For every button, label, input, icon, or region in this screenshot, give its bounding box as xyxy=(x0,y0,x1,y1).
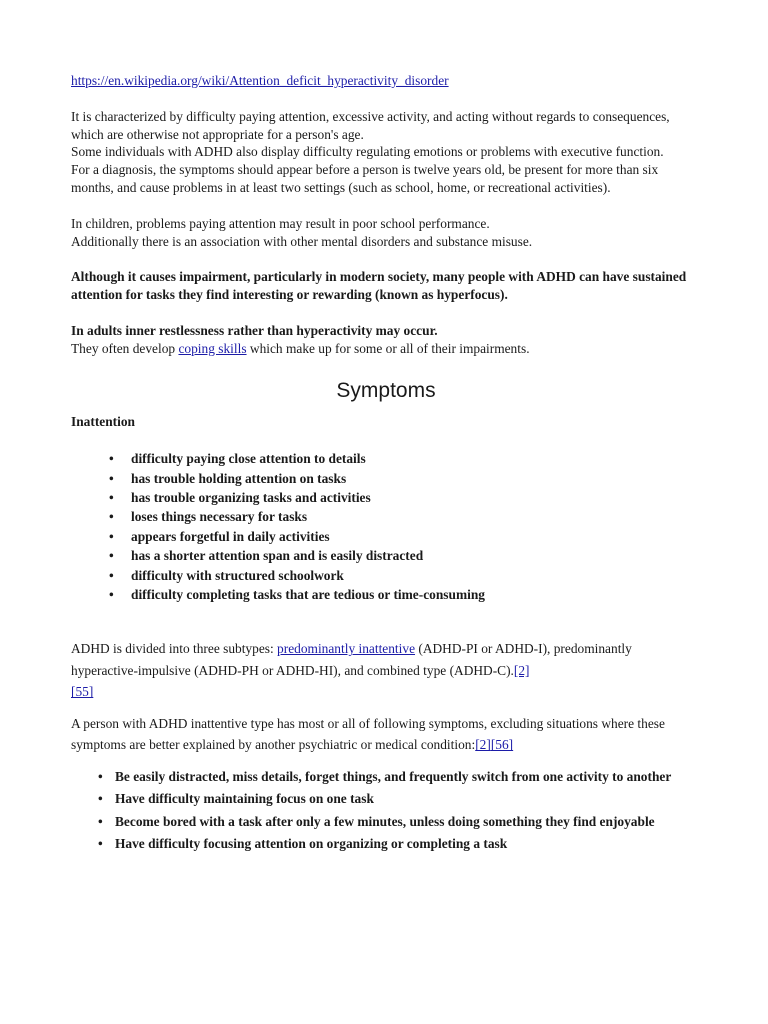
hyperfocus-paragraph: Although it causes impairment, particularly in modern society, many people with ADHD can have sustained attention for tasks they find interesting or rewarding (known as hyperfocus). xyxy=(71,269,687,303)
adults-bold-line: In adults inner restlessness rather than hyperactivity may occur. xyxy=(71,322,438,338)
list-item: • Have difficulty focusing attention on organizing or completing a task xyxy=(115,833,701,856)
adults-paragraph xyxy=(71,322,701,358)
intro-line-3: For a diagnosis, the symptoms should appear before a person is twelve years old, be present for more than six months, and cause problems in at least two settings (such as school, home, or recreational activities). xyxy=(71,162,659,195)
adults-coping-line xyxy=(71,340,701,358)
inattention-list xyxy=(71,449,701,604)
list-item: • loses things necessary for tasks xyxy=(131,507,701,526)
intro-line-1: It is characterized by difficulty paying attention, excessive activity, and acting without regards to consequences, which are otherwise not appropriate for a person's age. xyxy=(71,108,670,142)
subtypes-paragraph xyxy=(71,638,701,703)
adults-suffix: which make up for some or all of their impairments. xyxy=(246,340,530,356)
list-item: • has trouble organizing tasks and activities xyxy=(131,488,701,507)
inattention-title: Inattention xyxy=(71,414,135,430)
reference-link-2[interactable]: [2] xyxy=(475,737,491,753)
intro-paragraph xyxy=(71,108,701,197)
subtypes-prefix: ADHD is divided into three subtypes: xyxy=(71,641,278,657)
list-item: • Have difficulty maintaining focus on one task xyxy=(115,788,701,811)
children-line-1: In children, problems paying attention may result in poor school performance. xyxy=(71,215,490,231)
list-item: • has trouble holding attention on tasks xyxy=(131,469,701,488)
children-paragraph xyxy=(71,215,701,251)
list-item: • has a shorter attention span and is easily distracted xyxy=(131,546,701,565)
list-item: • difficulty paying close attention to details xyxy=(131,449,701,468)
coping-skills-link[interactable]: coping skills xyxy=(178,340,247,356)
list-item: • difficulty completing tasks that are tedious or time-consuming xyxy=(131,585,701,604)
reference-link-56[interactable]: [56] xyxy=(490,737,514,753)
adults-prefix: They often develop xyxy=(71,340,179,356)
reference-link-55[interactable]: [55] xyxy=(71,684,94,700)
document-page xyxy=(71,72,701,856)
list-item: • Be easily distracted, miss details, forget things, and frequently switch from one activity to another xyxy=(115,766,701,789)
list-item: • appears forgetful in daily activities xyxy=(131,527,701,546)
list-item: • difficulty with structured schoolwork xyxy=(131,566,701,585)
list-item: • Become bored with a task after only a few minutes, unless doing something they find enjoyable xyxy=(115,811,701,834)
predominantly-inattentive-link[interactable]: predominantly inattentive xyxy=(277,641,416,657)
children-line-2: Additionally there is an association with other mental disorders and substance misuse. xyxy=(71,233,533,249)
source-url-link[interactable]: https://en.wikipedia.org/wiki/Attention_deficit_hyperactivity_disorder xyxy=(71,73,449,88)
intro-line-2: Some individuals with ADHD also display difficulty regulating emotions or problems with executive function. xyxy=(71,144,664,160)
symptom-list xyxy=(71,766,701,856)
subtypes-middle: (ADHD-PI or ADHD-I), predominantly hyperactive-impulsive (ADHD-PH or ADHD-HI), and combined type (ADHD-C). xyxy=(71,641,632,678)
symptoms-heading: Symptoms xyxy=(336,378,436,402)
reference-link-2[interactable]: [2] xyxy=(513,662,530,678)
source-url-line xyxy=(71,72,701,90)
inattentive-type-paragraph xyxy=(71,713,701,756)
inattentive-type-text: A person with ADHD inattentive type has most or all of following symptoms, excluding situations where these symptoms are better explained by another psychiatric or medical condition: xyxy=(71,715,665,753)
